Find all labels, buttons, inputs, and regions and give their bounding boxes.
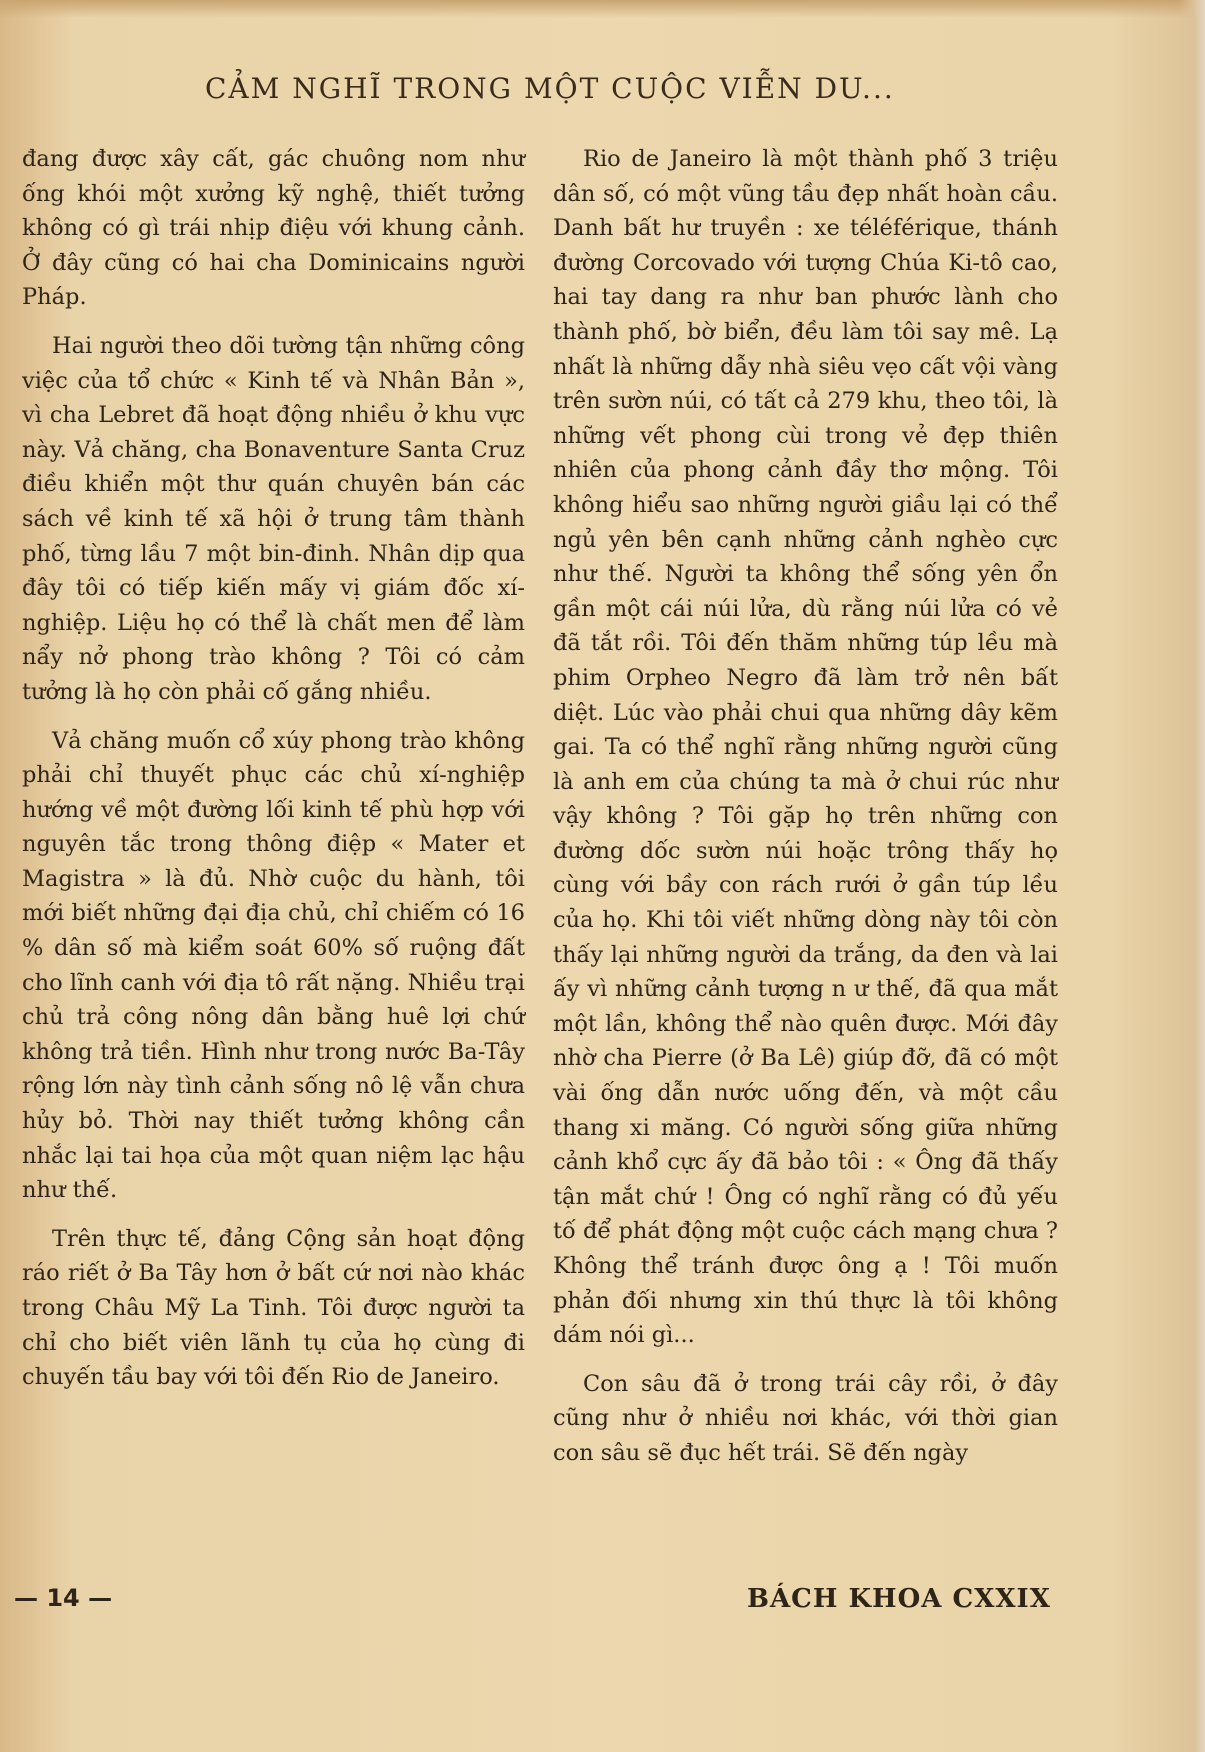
page-edge-right (1179, 0, 1205, 1752)
paragraph: đang được xây cất, gác chuông nom như ống khói một xưởng kỹ nghệ, thiết tưởng không có gì trái nhịp điệu với khung cảnh. Ở đây cũng có hai cha Dominicains người Pháp. (22, 146, 525, 311)
paragraph: Con sâu đã ở trong trái cây rồi, ở đây cũng như ở nhiều nơi khác, với thời gian con sâu sẽ đục hết trái. Sẽ đến ngày (553, 1370, 1058, 1466)
running-title: CẢM NGHĨ TRONG MỘT CUỘC VIỄN DU... (205, 72, 895, 105)
paragraph: Vả chăng muốn cổ xúy phong trào không phải chỉ thuyết phục các chủ xí-nghiệp hướng về một đường lối kinh tế phù hợp với nguyên tắc trong thông điệp « Mater et Magistra » là đủ. Nhờ cuộc du hành, tôi mới biết những đại địa chủ, chỉ chiếm có 16 % dân số mà kiểm soát 60% số ruộng đất cho lĩnh canh với địa tô rất nặng. Nhiều trại chủ trả công nông dân bằng huê lợi chứ không trả tiền. Hình như trong nước Ba-Tây rộng lớn này tình cảnh sống nô lệ vẫn chưa hủy bỏ. Thời nay thiết tưởng không cần nhắc lại tai họa của một quan niệm lạc hậu như thế. (22, 727, 525, 1204)
left-column (22, 142, 525, 1409)
paragraph: Trên thực tế, đảng Cộng sản hoạt động ráo riết ở Ba Tây hơn ở bất cứ nơi nào khác trong Châu Mỹ La Tinh. Tôi được người ta chỉ cho biết viên lãnh tụ của họ cùng đi chuyến tầu bay với tôi đến Rio de Janeiro. (22, 1225, 525, 1391)
publication-name: BÁCH KHOA CXXIX (747, 1584, 1051, 1614)
paragraph: Hai người theo dõi tường tận những công việc của tổ chức « Kinh tế và Nhân Bản », vì cha Lebret đã hoạt động nhiều ở khu vực này. Vả chăng, cha Bonaventure Santa Cruz điều khiển một thư quán chuyên bán các sách về kinh tế xã hội ở trung tâm thành phố, từng lầu 7 một bin-đinh. Nhân dịp qua đây tôi có tiếp kiến mấy vị giám đốc xí-nghiệp. Liệu họ có thể là chất men để làm nẩy nở phong trào không ? Tôi có cảm tưởng là họ còn phải cố gắng nhiều. (22, 332, 525, 705)
paragraph: Rio de Janeiro là một thành phố 3 triệu dân số, có một vũng tầu đẹp nhất hoàn cầu. Danh bất hư truyền : xe téléférique, thánh đường Corcovado với tượng Chúa Ki-tô cao, hai tay dang ra như ban phước lành cho thành phố, bờ biển, đều làm tôi say mê. Lạ nhất là những dẫy nhà siêu vẹo cất vội vàng trên sườn núi, có tất cả 279 khu, theo tôi, là những vết phong cùi trong vẻ đẹp thiên nhiên của phong cảnh đầy thơ mộng. Tôi không hiểu sao những người giầu lại có thể ngủ yên bên cạnh những cảnh nghèo cực như thế. Người ta không thể sống yên ổn gần một cái núi lửa, dù rằng núi lửa có vẻ đã tắt rồi. Tôi đến thăm những túp lều mà phim Orpheo Negro đã làm trở nên bất diệt. Lúc vào phải chui qua những dây kẽm gai. Ta có thể nghĩ rằng những người cũng là anh em của chúng ta mà ở chui rúc như vậy không ? Tôi gặp họ trên những con đường dốc sườn núi hoặc trông thấy họ cùng với bầy con rách rưới ở gần túp lều của họ. Khi tôi viết những dòng này tôi còn thấy lại những người da trắng, da đen và lai ấy vì những cảnh tượng n ư thế, đã qua mắt một lần, không thể nào quên được. Mới đây nhờ cha Pierre (ở Ba Lê) giúp đỡ, đã có một vài ống dẫn nước uống đến, và một cầu thang xi măng. Có người sống giữa những cảnh khổ cực ấy đã bảo tôi : « Ông đã thấy tận mắt chứ ! Ông có nghĩ rằng có đủ yếu tố để phát động một cuộc cách mạng chưa ? Không thể tránh được ông ạ ! Tôi muốn phản đối nhưng xin thú thực là tôi không dám nói gì... (553, 146, 1058, 1349)
right-column (553, 142, 1058, 1485)
page-edge-top (0, 0, 1205, 18)
page-number: — 14 — (14, 1584, 113, 1612)
